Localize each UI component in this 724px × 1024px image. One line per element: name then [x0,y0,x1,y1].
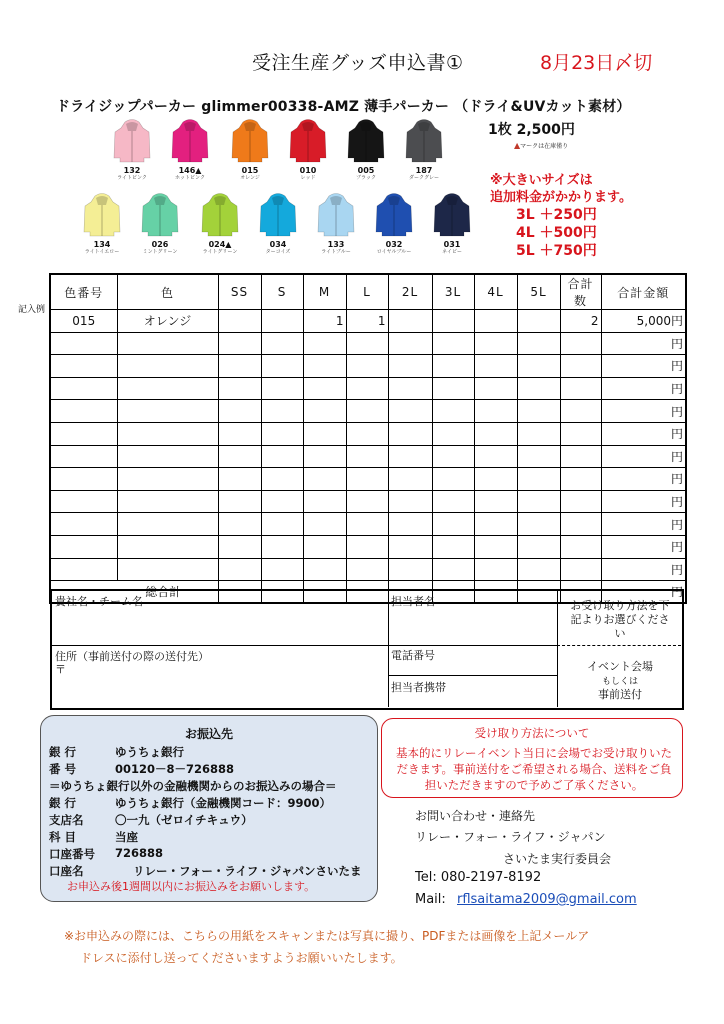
order-cell[interactable] [432,377,474,400]
order-cell[interactable] [388,468,432,491]
order-cell[interactable] [388,332,432,355]
mobile-label: 担当者携帯 [391,681,446,694]
order-cell[interactable] [50,377,117,400]
order-cell[interactable] [517,513,560,536]
order-cell[interactable] [218,558,261,581]
order-cell[interactable] [432,490,474,513]
order-cell[interactable] [261,377,303,400]
order-cell[interactable] [261,400,303,423]
surcharge-5l: 5L ＋750円 [516,243,597,259]
order-cell[interactable] [303,422,346,445]
order-cell[interactable] [474,355,517,378]
hoodie-icon [405,118,443,164]
order-cell[interactable] [303,490,346,513]
color-name: ホットピンク [175,175,205,181]
order-cell[interactable] [560,445,601,468]
color-swatch [228,118,272,181]
order-cell[interactable] [346,558,388,581]
order-cell[interactable] [346,445,388,468]
order-cell[interactable] [303,400,346,423]
order-cell[interactable] [432,332,474,355]
color-name: ネイビー [442,249,462,255]
order-cell[interactable] [346,490,388,513]
order-cell[interactable] [117,535,218,558]
order-cell[interactable] [474,468,517,491]
bank-row [49,744,184,760]
receive-title: 受け取り方法について [474,726,590,740]
order-cell[interactable] [560,422,601,445]
bank-row [49,761,235,777]
order-col-header: 色 [117,274,218,310]
table-row [50,468,686,491]
order-cell[interactable] [50,355,117,378]
hoodie-icon [317,192,355,238]
color-code: 024▲ [208,240,232,249]
order-cell[interactable] [388,445,432,468]
color-code: 187 [415,166,433,175]
order-cell[interactable] [560,513,601,536]
example-cell: 5,000円 [601,310,686,333]
surcharge-4l: 4L ＋500円 [516,225,597,241]
surcharge-title-2: 追加料金がかかります。 [490,190,632,205]
warning-icon: ▲ [514,141,521,150]
order-cell[interactable] [50,422,117,445]
total-cell[interactable]: 円 [601,581,686,604]
color-name: オレンジ [240,175,260,181]
hoodie-icon [375,192,413,238]
receive-option-or: もしくは [601,677,638,687]
order-cell[interactable] [517,400,560,423]
example-cell: 1 [346,310,388,333]
bank-value: 726888 [115,846,164,860]
order-col-header: L [346,274,388,310]
order-cell[interactable] [303,535,346,558]
order-cell[interactable] [261,422,303,445]
color-swatch [198,192,242,255]
order-col-header: SS [218,274,261,310]
hoodie-icon [171,118,209,164]
bank-label: 支店名 [49,813,84,827]
order-cell[interactable] [261,490,303,513]
hoodie-icon [231,118,269,164]
order-cell[interactable] [517,355,560,378]
order-cell[interactable] [261,355,303,378]
order-cell[interactable] [474,535,517,558]
table-row [50,535,686,558]
table-row [50,355,686,378]
order-cell[interactable] [388,355,432,378]
order-col-header: 3L [432,274,474,310]
bank-row [49,795,332,811]
order-cell[interactable] [517,468,560,491]
bank-heading: お振込先 [184,727,233,741]
order-cell[interactable] [50,468,117,491]
order-cell[interactable] [218,535,261,558]
color-name: レッド [300,175,316,181]
order-cell[interactable] [117,445,218,468]
order-cell[interactable] [218,422,261,445]
bank-row [49,863,362,879]
phone-label: 電話番号 [391,649,435,662]
order-cell[interactable] [517,422,560,445]
order-cell[interactable] [560,468,601,491]
color-swatch [286,118,330,181]
order-cell[interactable] [474,377,517,400]
table-row [50,513,686,536]
table-row [50,332,686,355]
contact-org-2: さいたま実行委員会 [503,852,612,866]
order-cell[interactable] [346,535,388,558]
bank-value: 当座 [115,830,138,844]
order-cell[interactable] [432,468,474,491]
table-row [50,445,686,468]
order-col-header: 4L [474,274,517,310]
bank-value: ゆうちょ銀行（金融機関コード：9900） [115,796,332,810]
color-name: ミントグリーン [142,249,178,255]
color-code: 134 [93,240,111,249]
order-col-header: 5L [517,274,560,310]
order-cell[interactable]: 円 [601,490,686,513]
person-label: 担当者名 [391,595,435,608]
order-cell[interactable] [218,377,261,400]
order-cell[interactable]: 円 [601,422,686,445]
bank-row [49,846,164,862]
order-cell[interactable] [117,332,218,355]
bank-subheading: ＝ゆうちょ銀行以外の金融機関からのお振込みの場合＝ [49,779,337,793]
order-cell[interactable] [261,332,303,355]
color-swatch [402,118,446,181]
table-row [50,422,686,445]
receive-method-box [381,718,683,798]
color-name: ライトイエロー [84,249,120,255]
bank-value: 00120－8－726888 [115,762,235,776]
order-cell[interactable]: 円 [601,558,686,581]
order-cell[interactable] [346,513,388,536]
order-cell[interactable] [517,558,560,581]
company-label: 貴社名・チーム名 [55,595,143,608]
order-cell[interactable] [388,377,432,400]
order-cell[interactable] [474,513,517,536]
order-cell[interactable] [346,355,388,378]
color-name: ライトブルー [321,249,351,255]
order-cell[interactable] [517,490,560,513]
color-code: 026 [151,240,169,249]
order-cell[interactable] [346,468,388,491]
order-cell[interactable] [432,355,474,378]
bank-info-box [40,715,378,902]
color-swatches [80,118,462,263]
footnote-line-1: ※お申込みの際には、こちらの用紙をスキャンまたは写真に撮り、PDFまたは画像を上記メールア [64,929,590,943]
example-cell: 1 [303,310,346,333]
bank-label: 銀 行 [49,745,77,759]
order-cell[interactable] [474,490,517,513]
contact-org-1: リレー・フォー・ライフ・ジャパン [415,830,606,844]
color-name: ライトグリーン [202,249,238,255]
example-cell: 015 [50,310,117,333]
order-col-header: S [261,274,303,310]
order-cell[interactable] [303,355,346,378]
bank-label: 口座番号 [49,847,95,861]
order-cell[interactable] [517,535,560,558]
order-cell[interactable] [261,513,303,536]
example-cell [474,310,517,333]
receive-body: 基本的にリレーイベント当日に会場でお受け取りいただきます。事前送付をご希望される場合、送料をご負担いただきますので予めご了承ください。 [396,746,672,792]
order-cell[interactable] [474,400,517,423]
page-title: 受注生産グッズ申込書① [252,52,464,74]
color-swatch [314,192,358,255]
color-name: ロイヤルブルー [376,249,412,255]
order-cell[interactable]: 円 [601,355,686,378]
order-cell[interactable] [432,558,474,581]
order-cell[interactable] [303,558,346,581]
order-cell[interactable] [117,513,218,536]
hoodie-icon [201,192,239,238]
order-cell[interactable] [346,332,388,355]
order-cell[interactable] [388,513,432,536]
order-col-header: M [303,274,346,310]
address-label: 住所（事前送付の際の送付先） [55,650,209,663]
color-code: 031 [443,240,461,249]
deadline: 8月23日〆切 [540,52,653,74]
bank-row [49,829,138,845]
bank-value: リレー・フォー・ライフ・ジャパンさいたま [133,864,362,878]
order-cell[interactable] [50,332,117,355]
order-cell[interactable] [50,535,117,558]
order-cell[interactable] [303,332,346,355]
example-cell: オレンジ [117,310,218,333]
bank-label: 銀 行 [49,796,77,810]
order-cell[interactable] [218,468,261,491]
order-cell[interactable] [474,558,517,581]
color-code: 133 [327,240,345,249]
order-col-header: 色番号 [50,274,117,310]
order-cell[interactable] [218,355,261,378]
color-swatch [256,192,300,255]
hoodie-icon [347,118,385,164]
color-code: 146▲ [178,166,202,175]
product-name: ドライジップパーカー glimmer00338-AMZ 薄手パーカー （ドライ&UVカット素材） [56,99,631,115]
contact-tel: Tel: 080-2197-8192 [415,870,542,885]
order-cell[interactable] [560,377,601,400]
color-swatch [138,192,182,255]
example-cell: 2 [560,310,601,333]
order-cell[interactable] [117,468,218,491]
bank-row [49,812,253,828]
order-cell[interactable] [432,400,474,423]
order-cell[interactable] [117,558,218,581]
example-cell [388,310,432,333]
receive-option-ship: 事前送付 [598,688,642,701]
color-name: ダークグレー [408,175,439,181]
order-cell[interactable]: 円 [601,468,686,491]
order-cell[interactable] [346,377,388,400]
order-cell[interactable] [560,535,601,558]
surcharge-notice [490,172,632,260]
product-price: 1枚 2,500円 [488,122,575,138]
order-cell[interactable] [50,558,117,581]
color-name: ブラック [356,175,376,181]
bank-value: ゆうちょ銀行 [115,745,184,759]
color-name: ライトピンク [117,175,147,181]
color-name: ターコイズ [265,249,291,255]
hoodie-icon [141,192,179,238]
order-cell[interactable] [218,490,261,513]
color-code: 034 [269,240,287,249]
color-code: 015 [241,166,259,175]
color-code: 032 [385,240,403,249]
color-swatch [168,118,212,181]
order-cell[interactable] [517,445,560,468]
order-cell[interactable]: 円 [601,513,686,536]
order-cell[interactable]: 円 [601,400,686,423]
order-cell[interactable] [117,422,218,445]
color-code: 005 [357,166,375,175]
order-cell[interactable]: 円 [601,377,686,400]
example-row [50,310,686,333]
order-cell[interactable] [560,332,601,355]
hoodie-icon [113,118,151,164]
hoodie-icon [289,118,327,164]
bank-label: 番 号 [49,762,77,776]
example-cell [261,310,303,333]
table-row [50,400,686,423]
order-cell[interactable] [117,377,218,400]
surcharge-3l: 3L ＋250円 [516,207,597,223]
bank-row [49,778,337,794]
order-cell[interactable] [517,377,560,400]
order-cell[interactable] [346,400,388,423]
order-cell[interactable]: 円 [601,445,686,468]
table-row [50,558,686,581]
order-cell[interactable] [346,422,388,445]
order-cell[interactable]: 円 [601,535,686,558]
color-swatch [372,192,416,255]
order-cell[interactable] [261,468,303,491]
example-cell [218,310,261,333]
order-cell[interactable] [560,490,601,513]
order-cell[interactable] [560,558,601,581]
contact-mail-label: Mail: [415,892,446,907]
order-cell[interactable] [432,422,474,445]
order-cell[interactable] [303,468,346,491]
bank-label: 科 目 [49,830,77,844]
order-cell[interactable] [432,445,474,468]
example-cell [517,310,560,333]
color-swatch [344,118,388,181]
color-swatch [430,192,474,255]
order-cell[interactable] [117,490,218,513]
bank-label: 口座名 [49,864,84,878]
order-col-header: 合計数 [560,274,601,310]
customer-info-box [50,589,684,710]
color-swatch [110,118,154,181]
example-label: 記入例 [18,305,46,315]
table-row [50,377,686,400]
footnote [64,925,664,969]
receive-question: お受け取り方法を下記よりお選びください [570,599,670,640]
order-cell[interactable] [474,332,517,355]
order-cell[interactable] [50,513,117,536]
color-swatch [80,192,124,255]
order-cell[interactable] [50,400,117,423]
order-cell[interactable] [218,332,261,355]
order-cell[interactable] [432,535,474,558]
color-code: 010 [299,166,317,175]
order-cell[interactable] [388,400,432,423]
order-cell[interactable] [432,513,474,536]
order-cell[interactable] [517,332,560,355]
order-col-header: 2L [388,274,432,310]
order-col-header: 合計金額 [601,274,686,310]
order-cell[interactable] [261,535,303,558]
total-label: 総合計 [50,581,218,604]
order-cell[interactable] [388,490,432,513]
postal-mark: 〒 [55,663,66,676]
order-cell[interactable] [388,558,432,581]
color-code: 132 [123,166,141,175]
order-cell[interactable] [388,535,432,558]
order-cell[interactable] [303,445,346,468]
order-cell[interactable] [388,422,432,445]
order-cell[interactable] [560,400,601,423]
receive-option-event: イベント会場 [587,660,653,673]
order-cell[interactable] [218,400,261,423]
order-cell[interactable]: 円 [601,332,686,355]
order-cell[interactable] [218,513,261,536]
table-row [50,490,686,513]
example-cell [432,310,474,333]
order-cell[interactable] [303,513,346,536]
footnote-line-2: ドレスに添付し送ってくださいますようお願いいたします。 [80,951,403,965]
bank-value: 〇一九（ゼロイチキュウ） [115,813,253,827]
surcharge-title-1: ※大きいサイズは [490,173,593,188]
hoodie-icon [83,192,121,238]
hoodie-icon [259,192,297,238]
contact-email-link[interactable]: rflsaitama2009@gmail.com [457,892,637,907]
contact-label: お問い合わせ・連絡先 [415,809,536,823]
stock-note-text: マークは在庫僅り [520,143,569,150]
order-cell[interactable] [117,355,218,378]
order-cell[interactable] [474,445,517,468]
order-cell[interactable] [261,558,303,581]
stock-note [514,141,568,150]
order-cell[interactable] [117,400,218,423]
order-cell[interactable] [474,422,517,445]
order-cell[interactable] [560,355,601,378]
order-table [49,273,687,604]
order-cell[interactable] [261,445,303,468]
order-cell[interactable] [218,445,261,468]
hoodie-icon [433,192,471,238]
order-cell[interactable] [50,490,117,513]
bank-note: お申込み後1週間以内にお振込みをお願いします。 [67,880,316,893]
order-cell[interactable] [303,377,346,400]
order-cell[interactable] [50,445,117,468]
